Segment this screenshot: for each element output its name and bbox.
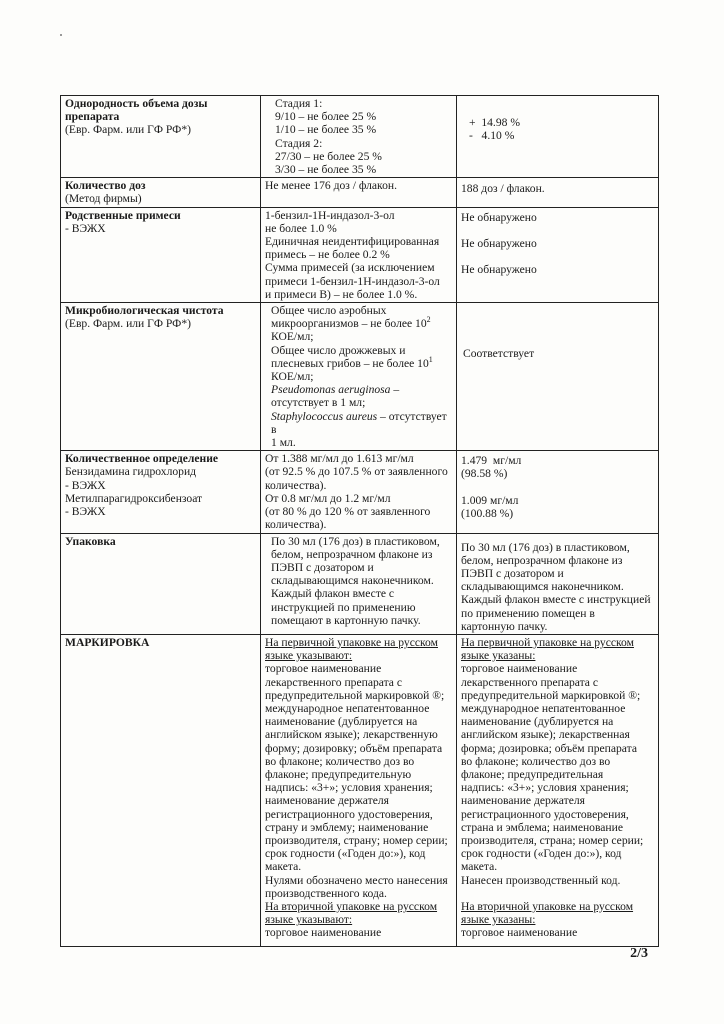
test-name-cell [61,533,261,634]
req-line: От 0.8 мг/мл до 1.2 мг/мл [265,491,391,505]
result-line: торговое наименование [461,662,578,676]
test-name-cell [61,178,261,207]
requirement-cell [261,451,457,533]
section-heading: языке указаны: [461,649,536,663]
result-line: форма; дозировка; объём препарата [461,741,638,755]
test-name-cell [61,634,261,946]
test-method: (Евр. Фарм. или ГФ РФ*) [65,123,191,137]
result-line: торговое наименование [461,926,578,940]
result-cell [457,533,659,634]
result-cell [457,178,659,207]
req-line: количества). [265,518,327,532]
result-line: 1.479 мг/мл [461,454,522,468]
req-line: микроорганизмов – не более $10^2$ [271,315,431,331]
req-line: не более 1.0 % [265,221,337,235]
test-title: МАРКИРОВКА [65,635,150,649]
result-line: Не обнаружено [461,210,537,224]
req-line: регистрационного удостоверения, [265,807,433,821]
result-line: производителя, страна; номер серии; [461,833,644,847]
row-labeling [61,634,659,946]
req-line: количества). [265,478,327,492]
result-line: + 14.98 % [469,116,520,129]
result-line: складывающимся наконечником. [461,580,624,594]
result-line: срок годности («Годен до:»), код [461,847,622,861]
req-line: макета. [265,860,302,874]
req-line: наименование (дублируется на [265,715,418,729]
result-line: По 30 мл (176 доз) в пластиковом, [461,540,630,554]
req-line: инструкцией по применению [271,600,416,614]
result-line: Не обнаружено [461,236,537,250]
req-line: (от 80 % до 120 % от заявленного [265,505,431,519]
requirement-cell [261,303,457,451]
result-line: регистрационного удостоверения, [461,807,629,821]
test-method: (Метод фирмы) [65,192,142,206]
specification-table [60,95,659,947]
result-line: 1.009 мг/мл [461,493,519,507]
result-cell [457,451,659,533]
test-name-cell [61,207,261,302]
test-name-cell [61,96,261,178]
requirement-cell [261,178,457,207]
requirement-cell [261,634,457,946]
row-dose-count [61,178,659,207]
req-line: торговое наименование [265,926,382,940]
req-line: складывающимся наконечником. [271,574,434,588]
result-line: Каждый флакон вместе с инструкцией [461,593,651,607]
test-method: - ВЭЖХ [65,505,106,519]
req-line: плесневых грибов – не более $10^1$ [271,355,433,370]
req-line: белом, непрозрачном флаконе из [271,547,433,561]
requirement-cell [261,96,457,178]
test-title: Микробиологическая чистота [65,304,224,318]
req-line: Pseudomonas aeruginosa – [271,383,400,397]
result-cell [457,303,659,451]
req-line: международное непатентованное [265,701,430,715]
req-line: помещают в картонную пачку. [271,613,421,627]
test-method: - ВЭЖХ [65,221,106,235]
result-line: лекарственного препарата с [461,675,599,689]
result-line: флаконе; предупредительная [461,767,604,781]
req-line: предупредительной маркировкой ®; [265,688,445,702]
page-number: 2/3 [630,946,648,961]
section-heading: На первичной упаковке на русском [265,635,438,649]
result-line: предупредительной маркировкой ®; [461,688,641,702]
result-cell [457,207,659,302]
organism-name: Staphylococcus aureus [271,409,378,423]
req-line: лекарственного препарата с [265,675,403,689]
req-line: Staphylococcus aureus – отсутствует в [271,409,450,436]
requirement-cell [261,207,457,302]
req-line: Нулями обозначено место нанесения [265,873,448,887]
result-line: (100.88 %) [461,506,514,520]
result-line: надпись: «3+»; условия хранения; [461,781,629,795]
test-name-cell [61,451,261,533]
req-line: КОЕ/мл; [271,330,314,344]
req-line: По 30 мл (176 доз) в пластиковом, [271,534,440,548]
test-method: (Евр. Фарм. или ГФ РФ*) [65,317,191,331]
req-line: во флаконе; количество доз во [265,754,415,768]
result-line: английском языке); лекарственная [461,728,630,742]
section-heading: языке указаны: [461,912,536,926]
req-line: (от 92.5 % до 107.5 % от заявленного [265,465,448,479]
result-line: Нанесен производственный код. [461,873,621,887]
row-assay [61,451,659,533]
section-heading: языке указывают: [265,649,353,663]
req-line: Общее число дрожжевых и [271,343,406,357]
req-line: Единичная неидентифицированная [265,235,440,249]
req-line: От 1.388 мг/мл до 1.613 мг/мл [265,452,414,466]
req-line: Каждый флакон вместе с [271,587,395,601]
test-title: Родственные примеси [65,208,181,222]
req-line: КОЕ/мл; [271,370,314,384]
result-line: 188 доз / флакон. [461,182,545,196]
result-line: белом, непрозрачном флаконе из [461,553,623,567]
result-cell [457,96,659,178]
exponent: 2 [426,315,431,325]
exponent: 1 [428,355,433,364]
result-line: страна и эмблема; наименование [461,820,623,834]
requirement-cell [261,533,457,634]
req-line: 9/10 – не более 25 % [275,110,377,124]
req-line: примеси 1-бензил-1Н-индазол-3-ол [265,274,440,288]
result-line: - 4.10 % [469,129,515,143]
req-line: надпись: «3+»; условия хранения; [265,781,433,795]
req-line: производителя, страну; номер серии; [265,833,448,847]
test-method: - ВЭЖХ [65,478,106,492]
req-line: ПЭВП с дозатором и [271,560,374,574]
organism-name: Pseudomonas aeruginosa [271,383,391,397]
req-line: наименование держателя [265,794,389,808]
section-heading: языке указывают: [265,913,353,927]
req-line: Сумма примесей (за исключением [265,261,435,275]
req-line: и примеси В) – не более 1.0 %. [265,287,418,301]
req-line: 27/30 – не более 25 % [275,149,382,163]
section-heading: На вторичной упаковке на русском [461,899,634,913]
req-line: отсутствует в 1 мл; [271,396,366,410]
req-line: примесь – не более 0.2 % [265,248,390,262]
req-line: 1/10 – не более 35 % [275,123,377,137]
result-line: во флаконе; количество доз во [461,754,611,768]
test-title: Однородность объема дозы препарата [65,97,211,124]
result-line: картонную пачку. [461,619,548,633]
row-microbiological-purity [61,303,659,451]
result-line: макета. [461,860,498,874]
req-line: 1 мл. [271,436,296,450]
req-line: Стадия 1: [275,97,323,110]
section-heading: На первичной упаковке на русском [461,635,634,649]
req-line: английском языке); лекарственную [265,728,438,742]
row-packaging [61,533,659,634]
req-line: Стадия 2: [275,136,323,150]
result-line: Соответствует [463,347,535,361]
req-line: 1-бензил-1Н-индазол-3-ол [265,208,395,222]
req-line: Общее число аэробных [271,304,387,318]
test-method: Бензидамина гидрохлорид [65,465,197,479]
test-method: Метилпарагидроксибензоат [65,491,203,505]
result-line: наименование держателя [461,794,585,808]
test-title: Упаковка [65,534,116,548]
result-line: ПЭВП с дозатором и [461,566,564,580]
req-line: срок годности («Годен до:»), код [265,847,426,861]
result-line: Не обнаружено [461,263,537,277]
req-line: производственного кода. [265,886,387,900]
result-line: (98.58 %) [461,467,508,481]
scan-artifact [60,34,62,36]
row-dose-uniformity [61,96,659,178]
req-line: Не менее 176 доз / флакон. [265,179,397,193]
test-name-cell [61,303,261,451]
req-line: торговое наименование [265,662,382,676]
test-title: Количество доз [65,179,146,193]
result-cell [457,634,659,946]
req-line: форму; дозировку; объём препарата [265,741,443,755]
req-line: 3/30 – не более 35 % [275,163,377,177]
result-line: по применению помещен в [461,606,595,620]
req-line: флаконе; предупредительную [265,767,412,781]
section-heading: На вторичной упаковке на русском [265,899,438,913]
req-line: страну и эмблему; наименование [265,820,429,834]
result-line: наименование (дублируется на [461,715,614,729]
result-line: международное непатентованное [461,701,626,715]
test-title: Количественное определение [65,452,219,466]
row-related-impurities [61,207,659,302]
